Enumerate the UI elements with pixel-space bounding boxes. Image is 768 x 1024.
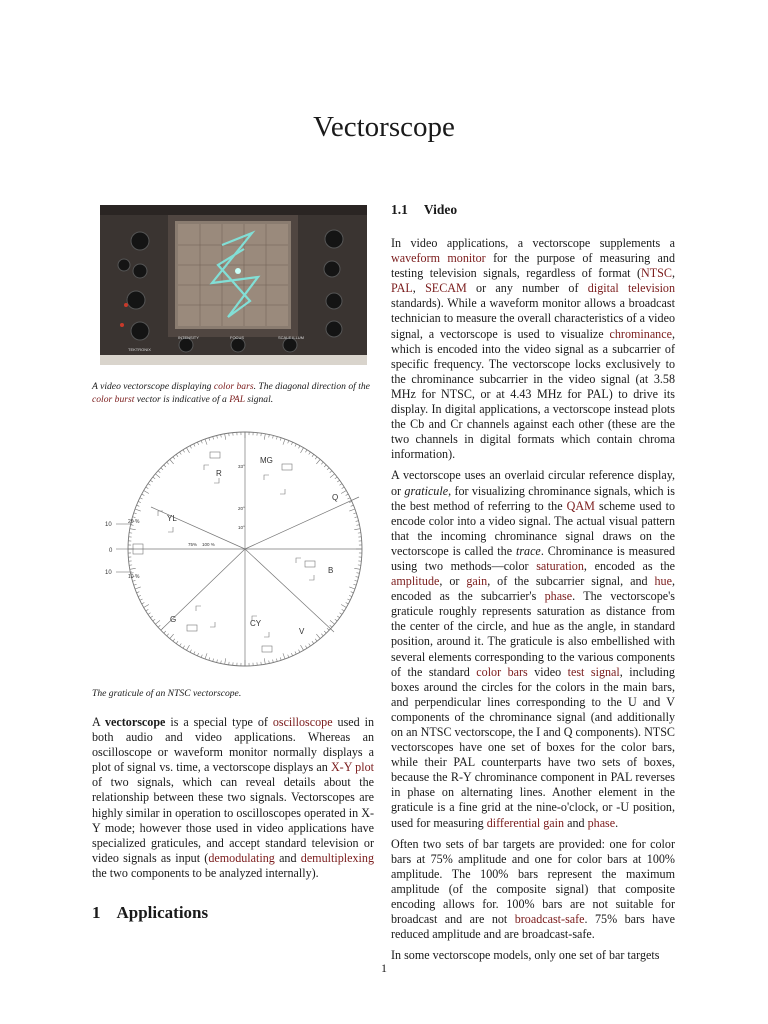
svg-text:0: 0 bbox=[109, 548, 113, 554]
graticule-tick bbox=[164, 465, 166, 467]
graticule-tick bbox=[173, 457, 175, 459]
svg-text:10: 10 bbox=[105, 570, 112, 576]
svg-text:FOCUS: FOCUS bbox=[230, 335, 244, 340]
graticule-tick bbox=[330, 620, 335, 624]
svg-text:TEKTRONIX: TEKTRONIX bbox=[128, 347, 151, 352]
graticule-tick bbox=[316, 459, 320, 464]
graticule-tick bbox=[342, 487, 345, 489]
svg-text:10°: 10° bbox=[238, 525, 245, 530]
link-differential-gain[interactable]: differential gain bbox=[486, 815, 565, 830]
label-b: B bbox=[328, 566, 334, 575]
graticule-tick bbox=[146, 609, 149, 611]
link-pal[interactable]: PAL bbox=[229, 394, 245, 405]
graticule-tick bbox=[225, 658, 226, 664]
right-column bbox=[391, 236, 675, 969]
label-mg: MG bbox=[260, 456, 273, 465]
link-saturation[interactable]: saturation bbox=[536, 558, 584, 573]
graticule-tick bbox=[288, 441, 289, 444]
link-waveform-monitor[interactable]: waveform monitor bbox=[391, 251, 486, 266]
graticule-tick bbox=[330, 471, 332, 473]
graticule-tick bbox=[205, 439, 207, 445]
graticule-tick bbox=[337, 480, 339, 482]
paragraph-video-4: In some vectorscope models, only one set of bar targets bbox=[391, 948, 660, 963]
label-q: Q bbox=[332, 493, 339, 502]
graticule-tick bbox=[341, 491, 346, 494]
graticule-tick bbox=[356, 521, 359, 522]
link-digital-television[interactable]: digital television bbox=[587, 281, 676, 296]
graticule-tick bbox=[264, 658, 265, 664]
graticule-tick bbox=[164, 631, 166, 633]
svg-text:10: 10 bbox=[105, 522, 112, 528]
graticule-tick bbox=[170, 459, 174, 464]
subsection-heading-video: 1.1 Video bbox=[391, 202, 458, 217]
link-xy-plot[interactable]: X-Y plot bbox=[330, 760, 374, 775]
paragraph-video-2: A vectorscope uses an overlaid circular reference display, or graticule, for visualizing chrominance signals, which is the best method of referring to the QAM scheme used to encode color into a video signal. The actual visual pattern that the incoming chrominance signal draws on the vectorscope is called the trace. Chrominance is measured using two methods—color saturation, encoded as the amplitude, or gain, of the subcarrier signal, and hue, encoded as the subcarrier's phase. The vectorscope's graticule roughly represents saturation as distance from the center of the circle, and hue as the angle, in standard position, around it. The graticule is also embellished with several elements corresponding to the various components of the standard color bars video test signal, including boxes around the circles for the colors in the main bars, and perpendicular lines corresponding to the U and V components of the chrominance signal (and additionally on an NTSC vectorscope, the I and Q components). NTSC vectorscopes have one set of boxes for the color bars, while their PAL counterparts have two sets of boxes, because the R-Y chrominance component in PAL reverses in phase on alternating lines. Another element in the graticule is a fine grid at the nine-o'clock, or -U position, used for measuring differential gain and phase. bbox=[391, 468, 675, 830]
graticule-tick bbox=[354, 568, 360, 569]
svg-text:33°: 33° bbox=[238, 464, 245, 469]
graticule-tick bbox=[316, 634, 320, 639]
graticule-tick bbox=[150, 480, 152, 482]
graticule-tick bbox=[354, 529, 360, 530]
graticule-tick bbox=[340, 613, 342, 615]
graticule-tick bbox=[356, 577, 359, 578]
link-color-burst[interactable]: color burst bbox=[92, 394, 135, 405]
graticule-tick bbox=[170, 634, 174, 639]
link-oscilloscope[interactable]: oscilloscope bbox=[272, 715, 333, 729]
link-ntsc[interactable]: NTSC bbox=[641, 266, 672, 281]
link-demultiplexing[interactable]: demultiplexing bbox=[300, 850, 374, 865]
label-cy: CY bbox=[250, 619, 262, 628]
graticule-tick bbox=[148, 484, 150, 486]
graticule-tick bbox=[312, 641, 314, 643]
graticule-tick bbox=[349, 587, 355, 589]
graticule-tick bbox=[341, 605, 346, 608]
graticule-tick bbox=[158, 471, 160, 473]
graticule-tick bbox=[187, 448, 190, 453]
graticule-tick bbox=[176, 641, 178, 643]
label-r: R bbox=[216, 469, 222, 478]
vectorscope-photo bbox=[100, 205, 367, 365]
graticule-tick bbox=[351, 505, 354, 506]
link-qam[interactable]: QAM bbox=[566, 498, 595, 513]
graticule-tick bbox=[187, 645, 190, 650]
graticule-tick bbox=[221, 661, 222, 664]
graticule-tick bbox=[280, 438, 281, 441]
graticule-tick bbox=[183, 450, 185, 453]
graticule-tick bbox=[349, 509, 355, 511]
link-amplitude[interactable]: amplitude bbox=[391, 574, 440, 589]
svg-text:20°: 20° bbox=[238, 506, 245, 511]
graticule-tick bbox=[173, 639, 175, 641]
graticule-tick bbox=[299, 650, 300, 653]
graticule-tick bbox=[273, 435, 274, 438]
graticule-tick bbox=[167, 462, 169, 464]
graticule-tick bbox=[190, 446, 191, 449]
figure1-caption: A video vectorscope displaying color bars. The diagonal direction of the color burst vector is indicative of a PAL signal. bbox=[92, 381, 370, 405]
graticule-tick bbox=[305, 450, 307, 453]
graticule-tick bbox=[346, 603, 349, 604]
graticule-tick bbox=[144, 605, 149, 608]
graticule-tick bbox=[146, 487, 149, 489]
graticule-tick bbox=[130, 529, 136, 530]
link-gain[interactable]: gain bbox=[466, 574, 488, 589]
graticule-tick bbox=[167, 634, 169, 636]
label-v: V bbox=[299, 627, 305, 636]
graticule-tick bbox=[324, 631, 326, 633]
graticule-tick bbox=[324, 465, 326, 467]
graticule-tick bbox=[130, 568, 136, 569]
graticule-tick bbox=[301, 645, 304, 650]
svg-text:75%: 75% bbox=[188, 542, 198, 547]
graticule-tick bbox=[135, 509, 141, 511]
link-phase-2[interactable]: phase bbox=[587, 815, 616, 830]
graticule-tick bbox=[205, 653, 207, 659]
link-test-signal[interactable]: test signal bbox=[567, 664, 620, 679]
graticule-tick bbox=[201, 441, 202, 444]
graticule-tick bbox=[330, 474, 335, 478]
graticule-tick bbox=[283, 439, 285, 445]
paragraph-video-1: In video applications, a vectorscope supplements a waveform monitor for the purpose of measuring and testing television signals, regardless of format (NTSC, PAL, SECAM or any number of digital television standards). While a waveform monitor allows a broadcast technician to measure the overall characteristics of a video signal, a vectorscope is used to visualize chrominance, which is encoded into the video signal as a subcarrier of specific frequency. The vectorscope locks exclusively to the chrominance subcarrier in the video signal (at 3.58 MHz for NTSC, or at 4.43 MHz for PAL) to drive its display. In digital applications, a vectorscope instead plots the Cb and Cr channels against each other (these are the two channels in digital formats which contain chroma information). bbox=[391, 236, 676, 462]
graticule-tick bbox=[299, 446, 300, 449]
paragraph-video-3: Often two sets of bar targets are provided: one for color bars at 75% amplitude and one for color bars at 100% amplitude. The 100% bars represent the maximum amplitude (of the composite signal) that composite encoding allows for. 100% bars are not suitable for broadcast and are not broadcast-safe. 75% bars have reduced amplitude and are broadcast-safe. bbox=[391, 836, 675, 942]
graticule-tick bbox=[321, 462, 323, 464]
graticule-tick bbox=[155, 474, 160, 478]
graticule-tick bbox=[301, 448, 304, 453]
svg-text:INTENSITY: INTENSITY bbox=[178, 335, 199, 340]
link-demodulating[interactable]: demodulating bbox=[208, 850, 275, 865]
graticule-tick bbox=[342, 609, 345, 611]
graticule-tick bbox=[225, 434, 226, 440]
page-title: Vectorscope bbox=[313, 111, 455, 143]
graticule-tick bbox=[346, 494, 349, 495]
graticule-tick bbox=[190, 650, 191, 653]
ntsc-graticule bbox=[92, 428, 367, 678]
intro-paragraph: A vectorscope is a special type of oscilloscope used in both audio and video applications. Whereas an oscilloscope or waveform monitor normally displays a plot of signal vs. time, a vectorscope displays an X-Y plot of two signals, which can reveal details about the relationship between these two signals. Vectorscopes are highly similar in operation to oscilloscopes operated in X-Y mode; however those used in video applications have specialized graticules, and accept standard television or video signals as input (demodulating and demultiplexing the two components to be analyzed internally). bbox=[92, 715, 375, 880]
graticule-tick bbox=[144, 491, 149, 494]
link-chrominance[interactable]: chrominance bbox=[609, 326, 672, 341]
label-yl: YL bbox=[167, 514, 177, 523]
graticule-tick bbox=[217, 660, 218, 663]
graticule-tick bbox=[155, 620, 160, 624]
graticule-tick bbox=[273, 660, 274, 663]
graticule-tick bbox=[269, 661, 270, 664]
graticule-tick bbox=[148, 613, 150, 615]
link-secam[interactable]: SECAM bbox=[425, 281, 467, 296]
graticule-tick bbox=[280, 657, 281, 660]
svg-text:100 %: 100 % bbox=[202, 542, 215, 547]
graticule-tick bbox=[309, 644, 311, 646]
link-pal-format[interactable]: PAL bbox=[391, 281, 413, 296]
graticule-tick bbox=[135, 587, 141, 589]
figure2-caption: The graticule of an NTSC vectorscope. bbox=[92, 688, 242, 699]
link-color-bars[interactable]: color bars bbox=[213, 381, 254, 392]
page-number: 1 bbox=[381, 961, 387, 975]
label-g: G bbox=[170, 615, 177, 624]
graticule-tick bbox=[264, 434, 265, 440]
graticule-tick bbox=[327, 468, 329, 470]
svg-text:10 %: 10 % bbox=[128, 574, 140, 580]
link-broadcast-safe[interactable]: broadcast-safe bbox=[514, 912, 585, 927]
graticule-tick bbox=[340, 484, 342, 486]
link-phase[interactable]: phase bbox=[544, 589, 573, 604]
graticule-tick bbox=[337, 616, 339, 618]
graticule-tick bbox=[283, 653, 285, 659]
graticule-tick bbox=[321, 634, 323, 636]
link-hue[interactable]: hue bbox=[654, 574, 672, 589]
link-color-bars-2[interactable]: color bars bbox=[476, 664, 528, 679]
graticule-tick bbox=[309, 452, 311, 454]
svg-text:20 %: 20 % bbox=[128, 519, 140, 525]
graticule-tick bbox=[351, 592, 354, 593]
graticule-tick bbox=[217, 435, 218, 438]
graticule-tick bbox=[327, 628, 329, 630]
graticule-tick bbox=[161, 468, 163, 470]
svg-text:SCALE ILLUM: SCALE ILLUM bbox=[278, 335, 305, 340]
section-heading-applications: 1 Applications bbox=[92, 903, 209, 922]
graticule-tick bbox=[150, 616, 152, 618]
